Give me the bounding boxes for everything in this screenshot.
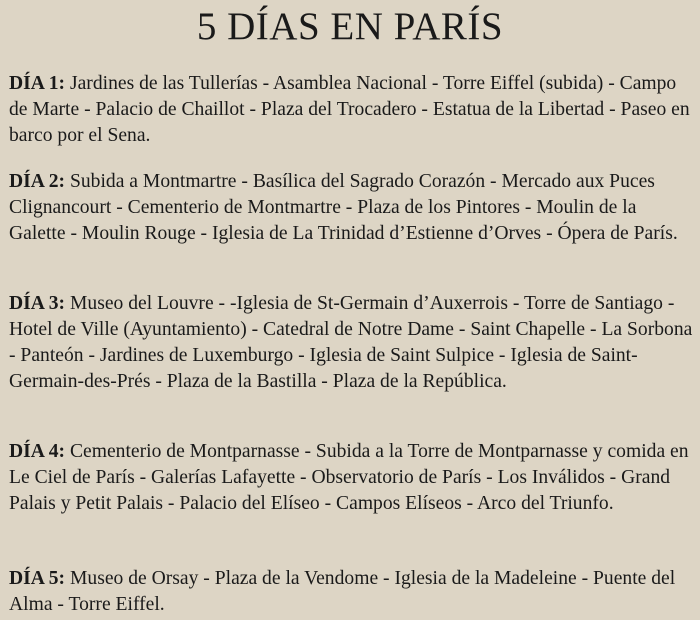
- day-3-paragraph: [9, 291, 693, 395]
- day-5-paragraph: [9, 566, 693, 618]
- day-4-text: Cementerio de Montparnasse - Subida a la Torre de Montparnasse y comida en Le Ciel de París - Galerías Lafayette - Observatorio de París - Los Inválidos - Grand Palais y Petit Palais - Palacio del Elíseo - Campos Elíseos - Arco del Triunfo.: [9, 441, 689, 514]
- day-3-label: DÍA 3:: [9, 293, 66, 314]
- day-1-text: Jardines de las Tullerías - Asamblea Nacional - Torre Eiffel (subida) - Campo de Marte - Palacio de Chaillot - Plaza del Trocadero - Estatua de la Libertad - Paseo en barco por el Sena.: [9, 73, 690, 146]
- day-1-paragraph: [9, 71, 693, 149]
- page-title: 5 DÍAS EN PARÍS: [196, 5, 504, 48]
- day-4-label: DÍA 4:: [9, 441, 66, 462]
- day-2-label: DÍA 2:: [9, 171, 66, 192]
- day-1-label: DÍA 1:: [9, 73, 66, 94]
- day-5-text: Museo de Orsay - Plaza de la Vendome - Iglesia de la Madeleine - Puente del Alma - Torre Eiffel.: [9, 568, 676, 615]
- day-2-text: Subida a Montmartre - Basílica del Sagrado Corazón - Mercado aux Puces Clignancourt - Cementerio de Montmartre - Plaza de los Pintores - Moulin de la Galette - Moulin Rouge - Iglesia de La Trinidad d’Estienne d’Orves - Ópera de París.: [9, 171, 678, 244]
- day-3-text: Museo del Louvre - -Iglesia de St-Germain d’Auxerrois - Torre de Santiago - Hotel de Ville (Ayuntamiento) - Catedral de Notre Dame - Saint Chapelle - La Sorbona - Panteón - Jardines de Luxemburgo - Iglesia de Saint Sulpice - Iglesia de Saint-Germain-des-Prés - Plaza de la Bastilla - Plaza de la República.: [9, 293, 693, 392]
- day-5-label: DÍA 5:: [9, 568, 66, 589]
- day-4-paragraph: [9, 439, 693, 517]
- day-2-paragraph: [9, 169, 693, 247]
